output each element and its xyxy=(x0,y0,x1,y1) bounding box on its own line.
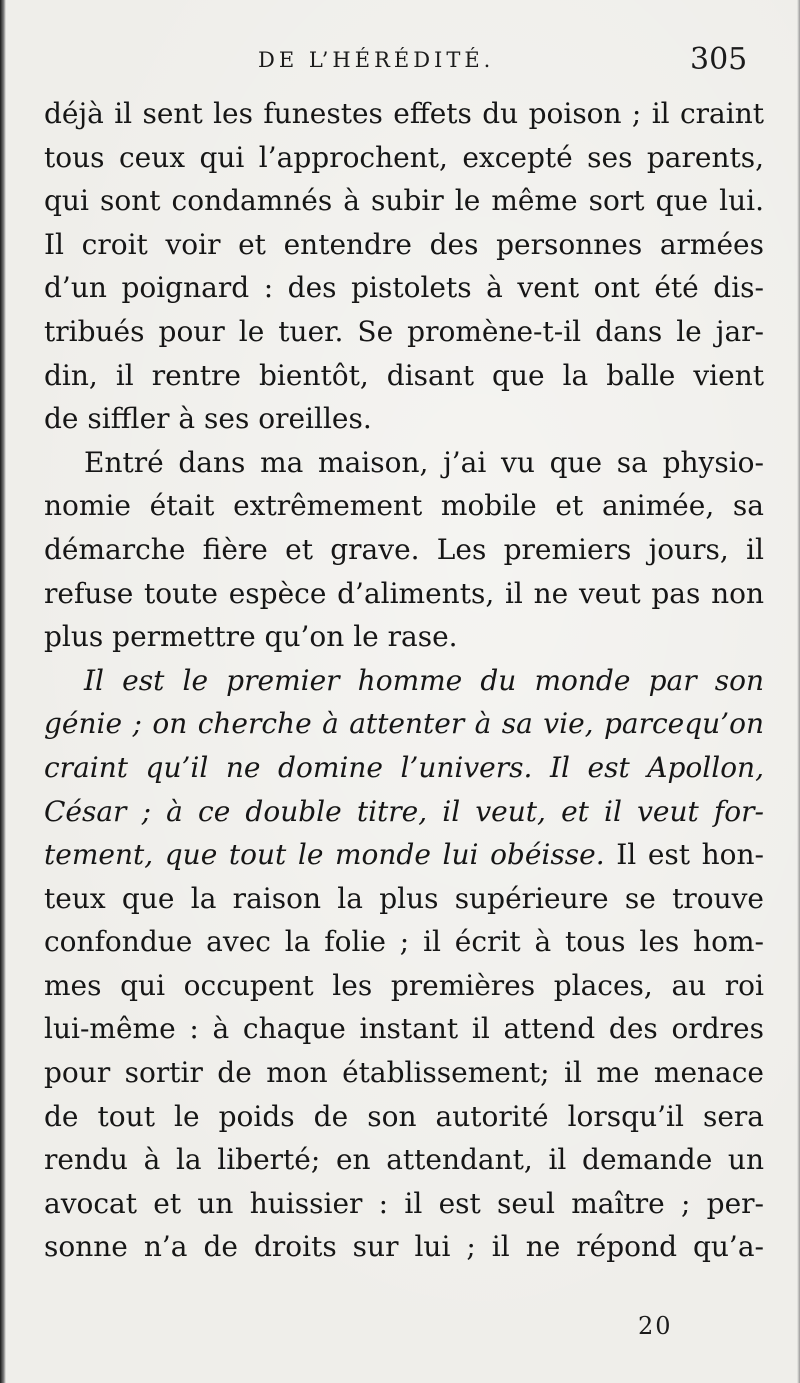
text-line: refuse toute espèce d’aliments, il ne veut pas non xyxy=(44,576,764,610)
text-line: Il est le premier homme du monde par son xyxy=(84,663,764,697)
text-line: César ; à ce double titre, il veut, et il veut for- xyxy=(44,794,764,828)
text-line: nomie était extrêmement mobile et animée, sa xyxy=(44,489,764,523)
running-title: DE L’HÉRÉDITÉ. xyxy=(258,48,495,72)
text-line: teux que la raison la plus supérieure se trouve xyxy=(44,881,764,915)
text-line: de siffler à ses oreilles. xyxy=(44,402,372,436)
text-line: de tout le poids de son autorité lorsqu’il sera xyxy=(44,1099,764,1133)
text-line: tribués pour le tuer. Se promène-t-il dans le jar- xyxy=(44,314,764,348)
text-line: plus permettre qu’on le rase. xyxy=(44,620,458,654)
text-line: sonne n’a de droits sur lui ; il ne répond qu’a- xyxy=(44,1230,764,1264)
text-line: craint qu’il ne domine l’univers. Il est Apollon, xyxy=(44,750,764,784)
text-line: rendu à la liberté; en attendant, il demande un xyxy=(44,1143,764,1177)
text-line: lui-même : à chaque instant il attend des ordres xyxy=(44,1012,764,1046)
text-line: pour sortir de mon établissement; il me menace xyxy=(44,1056,764,1090)
text-line xyxy=(44,833,764,877)
text-line: qui sont condamnés à subir le même sort que lui. xyxy=(44,184,764,218)
text-line: démarche fière et grave. Les premiers jours, il xyxy=(44,532,764,566)
text-line: mes qui occupent les premières places, au roi xyxy=(44,968,764,1002)
text-line: tous ceux qui l’approchent, excepté ses parents, xyxy=(44,140,764,174)
text-line: Il croit voir et entendre des personnes armées xyxy=(44,227,764,261)
italic-quote-end: tement, que tout le monde lui obéisse. xyxy=(44,838,605,872)
text-line: génie ; on cherche à attenter à sa vie, parcequ’on xyxy=(44,707,764,741)
roman-continuation: Il est hon- xyxy=(604,838,764,872)
text-line: confondue avec la folie ; il écrit à tous les hom- xyxy=(44,925,764,959)
text-line: din, il rentre bientôt, disant que la balle vient xyxy=(44,358,764,392)
text-line: avocat et un huissier : il est seul maître ; per- xyxy=(44,1186,764,1220)
text-line: Entré dans ma maison, j’ai vu que sa physio- xyxy=(84,445,764,479)
page-number: 305 xyxy=(690,42,748,77)
running-head xyxy=(0,42,800,82)
body-text xyxy=(44,92,764,1269)
text-line: déjà il sent les funestes effets du poison ; il craint xyxy=(44,97,764,130)
text-line: d’un poignard : des pistolets à vent ont été dis- xyxy=(44,271,764,305)
signature-mark: 20 xyxy=(638,1312,673,1340)
